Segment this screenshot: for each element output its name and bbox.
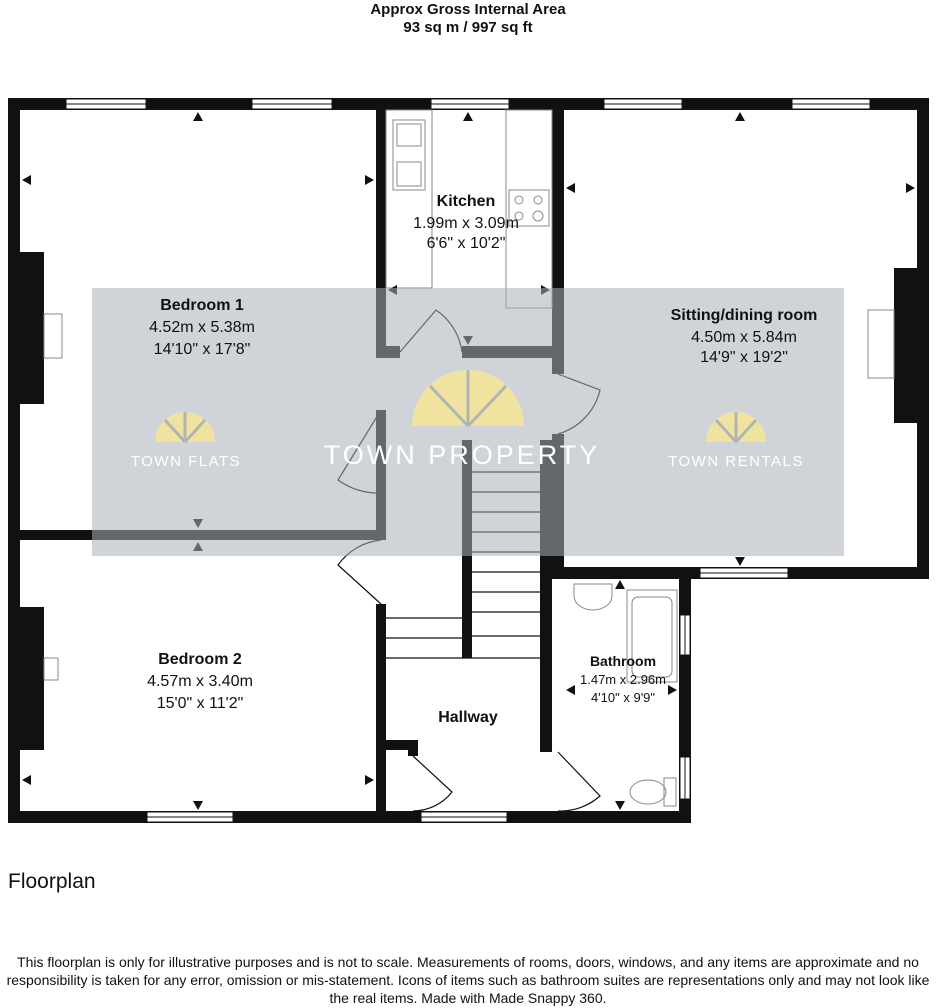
sitting-imperial: 14'9" x 19'2" [700,349,788,366]
watermark-right-text: TOWN RENTALS [668,453,804,470]
bedroom2-imperial: 15'0" x 11'2" [156,695,244,712]
disclaimer: This floorplan is only for illustrative purposes and is not to scale. Measurements of rooms, doors, windows, and any items are approximate and no responsibility is taken for any error, omission or mis-statement. Icons of items such as bathroom suites are representations only and may not look like the real items. Made with Made Snappy 360. [6,954,930,1006]
kitchen-imperial: 6'6" x 10'2" [426,235,506,252]
watermark-left-text: TOWN FLATS [130,453,242,470]
kitchen-name: Kitchen [436,193,496,210]
bedroom2-name: Bedroom 2 [158,651,242,668]
bathroom-name: Bathroom [589,653,657,669]
bedroom1-metric: 4.52m x 5.38m [149,319,255,336]
bedroom1-name: Bedroom 1 [160,297,244,314]
bedroom2-metric: 4.57m x 3.40m [147,673,253,690]
floorplan-label: Floorplan [8,870,96,893]
bedroom1-imperial: 14'10" x 17'8" [153,341,251,358]
sitting-name: Sitting/dining room [670,307,818,324]
watermark-center-text: TOWN PROPERTY [323,440,601,470]
area-value: 93 sq m / 997 sq ft [403,19,533,36]
hallway-name: Hallway [438,709,498,726]
sitting-metric: 4.50m x 5.84m [691,329,797,346]
bathroom-metric: 1.47m x 2.96m [580,672,666,687]
kitchen-metric: 1.99m x 3.09m [413,215,519,232]
bathroom-imperial: 4'10" x 9'9" [590,690,656,705]
area-title: Approx Gross Internal Area [370,1,566,18]
